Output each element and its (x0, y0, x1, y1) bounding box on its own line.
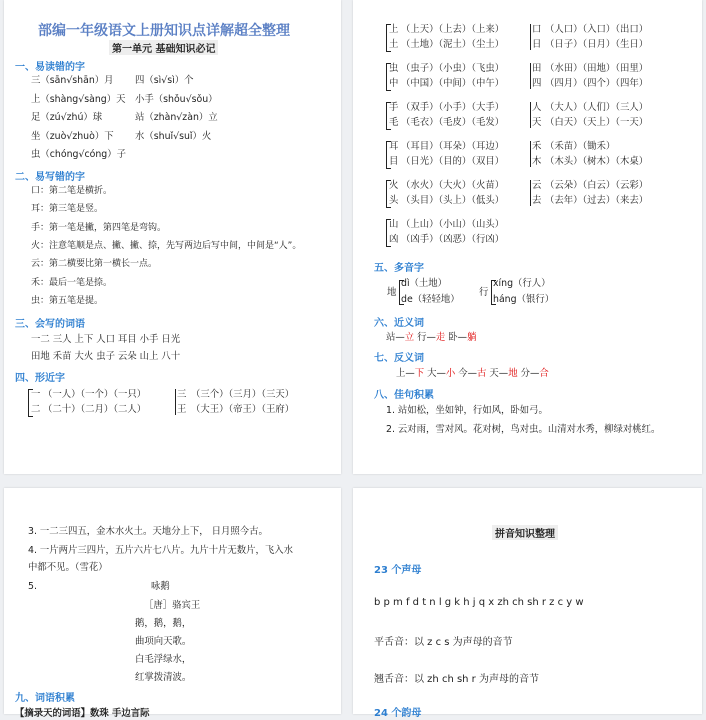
bracket-icon (386, 24, 391, 52)
similar-words: （大人）（人们）（三人） (545, 102, 649, 113)
similar-char: 去 (532, 195, 542, 206)
miswritten-item: 耳：第三笔是竖。 (31, 204, 104, 215)
similar-char: 二 (31, 404, 41, 415)
similar-words: （凶手）（凶恶）（行凶） (401, 234, 505, 245)
similar-words: （头目）（头上）（低头） (401, 195, 505, 206)
similar-char: 中 (389, 78, 399, 89)
initials-list: b p m f d t n l g k h j q x zh ch sh r z c y w (374, 597, 584, 608)
similar-words: （上山）（小山）（山头） (401, 219, 505, 230)
bracket-icon (28, 389, 33, 417)
similar-words: （上天）（上去）（上来） (401, 24, 505, 35)
similar-words: （四月）（四个）（四年） (545, 78, 649, 89)
miswritten-item: 手：第一笔是撇，第四笔是弯钩。 (31, 222, 167, 233)
misread-item: 四（sì√sì）个 (135, 75, 194, 86)
section-heading-initials: 23 个声母 (374, 565, 422, 576)
misread-item: 小手（shǒu√sǒu） (135, 93, 218, 105)
antonym-pair-match: 下 (414, 368, 425, 379)
similar-words: （白天）（天上）（一天） (545, 117, 649, 128)
poem-author: ［唐］骆宾王 (144, 600, 201, 611)
synonym-pair: 行— (417, 332, 436, 343)
antonym-pair: 上— (396, 368, 415, 379)
poem-title: 咏鹅 (151, 581, 170, 592)
similar-words: （土地）（泥土）（尘土） (401, 39, 505, 50)
list-item: 5. (28, 581, 37, 592)
similar-char: 田 (532, 63, 542, 74)
similar-char: 云 (532, 180, 542, 191)
bracket-icon (386, 63, 391, 91)
similar-char: 凶 (389, 234, 399, 245)
page-4 (353, 488, 702, 719)
poem-line: 鹅，鹅，鹅， (135, 618, 192, 629)
list-item: 4. 一片两片三四片，五片六片七八片。九片十片无数片，飞入水 (28, 545, 294, 556)
similar-words: （一人）（一个）（一只） (43, 389, 147, 400)
sentence-item: 2. 云对雨，雪对风。花对树，鸟对虫。山清对水秀，柳绿对桃红。 (386, 424, 661, 435)
similar-char: 王 (177, 404, 187, 415)
poem-line: 白毛浮绿水， (135, 654, 192, 665)
antonym-pair: 天— (489, 368, 509, 379)
bracket-icon (386, 141, 391, 169)
flat-tongue-note: 平舌音：以 z c s 为声母的音节 (374, 637, 513, 648)
antonym-pair-match: 地 (508, 368, 518, 379)
misread-item: 坐（zuò√zhuò）下 (31, 130, 114, 142)
antonym-pair: 大— (427, 368, 446, 379)
section-heading-miswritten: 二、易写错的字 (15, 172, 85, 183)
section-heading-synonyms: 六、近义词 (374, 318, 424, 329)
page-1 (4, 0, 341, 474)
similar-char: 口 (532, 24, 542, 35)
similar-words: （中国）（中间）（中午） (401, 78, 505, 89)
misread-item: 上（shàng√sàng）天 (31, 93, 126, 105)
synonyms-line (386, 331, 476, 344)
section-heading-polyphonic: 五、多音字 (374, 263, 424, 274)
similar-words: （禾苗）（锄禾） (545, 141, 616, 152)
similar-words: （人口）（入口）（出口） (545, 24, 649, 35)
antonym-pair-match: 小 (445, 368, 456, 379)
similar-char: 上 (389, 24, 399, 35)
polyphonic-reading: dì（土地） (401, 278, 448, 289)
bracket-icon (386, 219, 391, 247)
antonym-pair-match: 合 (539, 368, 549, 379)
similar-char: 目 (389, 156, 399, 167)
section-heading-vocab: 九、词语积累 (15, 693, 75, 704)
similar-words: （毛衣）（毛皮）（毛发） (401, 117, 505, 128)
poem-line: 曲项向天歌。 (135, 636, 192, 647)
section-heading-similar: 四、形近字 (15, 373, 65, 384)
polyphonic-reading: de（轻轻地） (401, 294, 460, 305)
synonym-pair: 站— (386, 332, 405, 343)
bracket-icon (175, 389, 176, 415)
similar-words: （二十）（二月）（二人） (43, 404, 147, 415)
miswritten-item: 禾：最后一笔是捺。 (31, 277, 113, 288)
bracket-icon (530, 24, 531, 50)
polyphonic-reading: háng（银行） (493, 294, 555, 305)
list-item: 中都不见。（雪花） (28, 562, 108, 573)
similar-words: （云朵）（白云）（云彩） (545, 180, 649, 191)
words-line: 田地 禾苗 大火 虫子 云朵 山上 八十 (31, 351, 181, 362)
unit-subtitle: 第一单元 基础知识必记 (109, 40, 218, 55)
section-heading-misread: 一、易读错的字 (15, 62, 85, 73)
antonyms-line (396, 367, 549, 380)
misread-item: 水（shuǐ√suǐ）火 (135, 130, 212, 142)
similar-words: （水火）（大火）（火苗） (401, 180, 505, 191)
section-heading-sentences: 八、佳句积累 (374, 390, 434, 401)
similar-words: （三个）（三月）（三天） (191, 389, 295, 400)
similar-words: （耳目）（耳朵）（耳边） (401, 141, 505, 152)
similar-char: 山 (389, 219, 399, 230)
bracket-icon (530, 63, 531, 89)
similar-char: 虫 (389, 63, 399, 74)
section-heading-antonyms: 七、反义词 (374, 353, 424, 364)
document-title: 部编一年级语文上册知识点详解超全整理 (38, 23, 290, 39)
similar-char: 木 (532, 156, 542, 167)
similar-words: （双手）（小手）（大手） (401, 102, 505, 113)
bracket-icon (530, 102, 531, 128)
words-line: 一二 三人 上下 人口 耳目 小手 日光 (31, 334, 181, 345)
similar-char: 人 (532, 102, 542, 113)
similar-char: 日 (532, 39, 542, 50)
similar-char: 禾 (532, 141, 542, 152)
similar-char: 火 (389, 180, 399, 191)
similar-char: 土 (389, 39, 399, 50)
similar-words: （虫子）（小虫）（飞虫） (401, 63, 505, 74)
misread-item: 虫（chóng√cóng）子 (31, 149, 126, 160)
list-item: 3. 一二三四五，金木水火土。天地分上下， 日月照今古。 (28, 526, 268, 537)
polyphonic-reading: xíng（行人） (493, 278, 551, 289)
polyphonic-char: 地 (387, 287, 397, 298)
similar-char: 三 (177, 389, 187, 400)
antonym-pair: 今— (458, 368, 478, 379)
miswritten-item: 火：注意笔顺是点、撇、撇、捺，先写两边后写中间，中间是“人”。 (31, 240, 302, 251)
similar-words: （大王）（帝王）（王府） (191, 404, 295, 415)
similar-char: 四 (532, 78, 542, 89)
miswritten-item: 虫：第五笔是提。 (31, 295, 104, 306)
antonym-pair-match: 古 (477, 368, 487, 379)
bracket-icon (530, 141, 531, 167)
miswritten-item: 云：第二横要比第一横长一点。 (31, 259, 158, 270)
misread-item: 足（zú√zhú）球 (31, 112, 103, 123)
bracket-icon (530, 180, 531, 206)
polyphonic-char: 行 (479, 287, 489, 298)
bracket-icon (386, 180, 391, 208)
similar-words: （日光）（目的）（双目） (401, 156, 505, 167)
section-heading-finals: 24 个韵母 (374, 708, 422, 719)
similar-words: （日子）（日月）（生日） (545, 39, 649, 50)
similar-char: 一 (31, 389, 41, 400)
synonym-pair-match: 走 (435, 332, 446, 343)
similar-char: 天 (532, 117, 542, 128)
bracket-icon (386, 102, 391, 130)
misread-item: 三（sān√shān）月 (31, 75, 114, 86)
misread-item: 站（zhàn√zàn）立 (135, 112, 218, 123)
retroflex-note: 翘舌音：以 zh ch sh r 为声母的音节 (374, 674, 539, 685)
similar-char: 手 (389, 102, 399, 113)
page-2 (353, 0, 702, 474)
sentence-item: 1. 站如松，坐如钟，行如风，卧如弓。 (386, 405, 548, 416)
miswritten-item: 口：第二笔是横折。 (31, 186, 113, 196)
cutoff-line: 【摘录天的词语】数珠 手边言际 (15, 708, 150, 719)
similar-words: （木头）（树木）（木桌） (545, 156, 649, 167)
synonym-pair: 卧— (448, 332, 468, 343)
similar-words: （水田）（田地）（田里） (545, 63, 649, 74)
antonym-pair: 分— (520, 368, 540, 379)
poem-line: 红掌拨清波。 (135, 672, 192, 683)
pinyin-title: 拼音知识整理 (492, 525, 558, 540)
similar-words: （去年）（过去）（来去） (545, 195, 649, 206)
page-3 (4, 488, 341, 719)
synonym-pair-match: 躺 (467, 332, 477, 343)
similar-char: 头 (389, 195, 399, 206)
synonym-pair-match: 立 (404, 332, 415, 343)
section-heading-words: 三、会写的词语 (15, 319, 85, 330)
similar-char: 耳 (389, 141, 399, 152)
similar-char: 毛 (389, 117, 399, 128)
